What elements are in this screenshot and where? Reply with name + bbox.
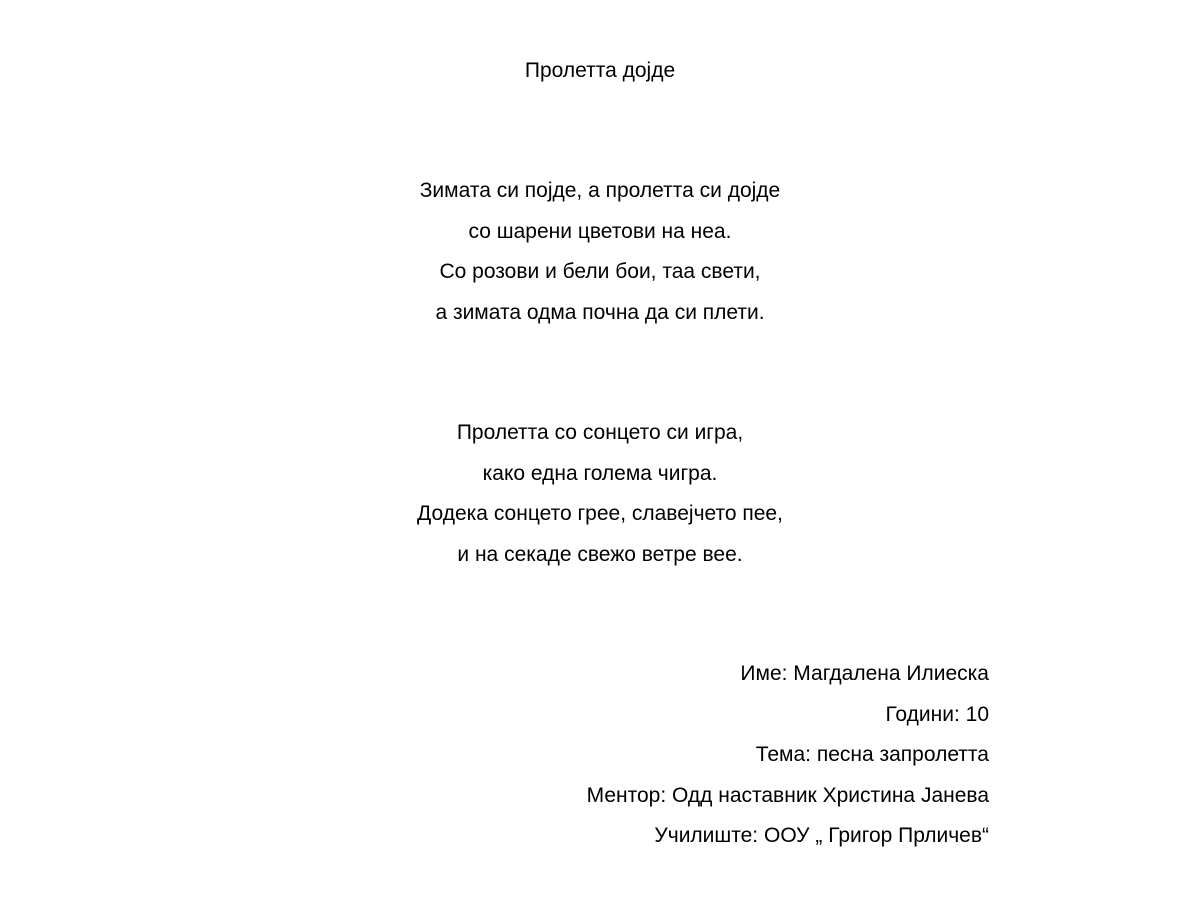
poem-line: како една голема чигра. xyxy=(482,461,718,485)
poem-theme: Тема: песна запролетта xyxy=(755,743,989,766)
poem-line: со шарени цветови на неа. xyxy=(468,219,732,243)
stanza-2 xyxy=(0,420,1200,582)
poem-line: и на секаде свежо ветре вее. xyxy=(457,542,743,566)
author-age: Години: 10 xyxy=(885,702,989,726)
poem-line: Пролетта со сонцето си игра, xyxy=(456,421,744,444)
stanza-1 xyxy=(0,178,1200,340)
author-info xyxy=(587,661,989,864)
author-name: Име: Магдалена Илиеска xyxy=(740,662,989,685)
poem-line: а зимата одма почна да си плети. xyxy=(435,300,765,324)
poem-line: Зимата си појде, а пролетта си дојде xyxy=(419,179,781,202)
poem-line: Додека сонцето грее, славејчето пее, xyxy=(417,502,783,525)
poem-title: Пролетта дојде xyxy=(524,59,676,82)
mentor-name: Ментор: Одд наставник Христина Јанева xyxy=(586,783,989,807)
poem-line: Со розови и бели бои, таа свети, xyxy=(439,260,761,283)
school-name: Училиште: ООУ „ Григор Прличев“ xyxy=(654,824,989,847)
